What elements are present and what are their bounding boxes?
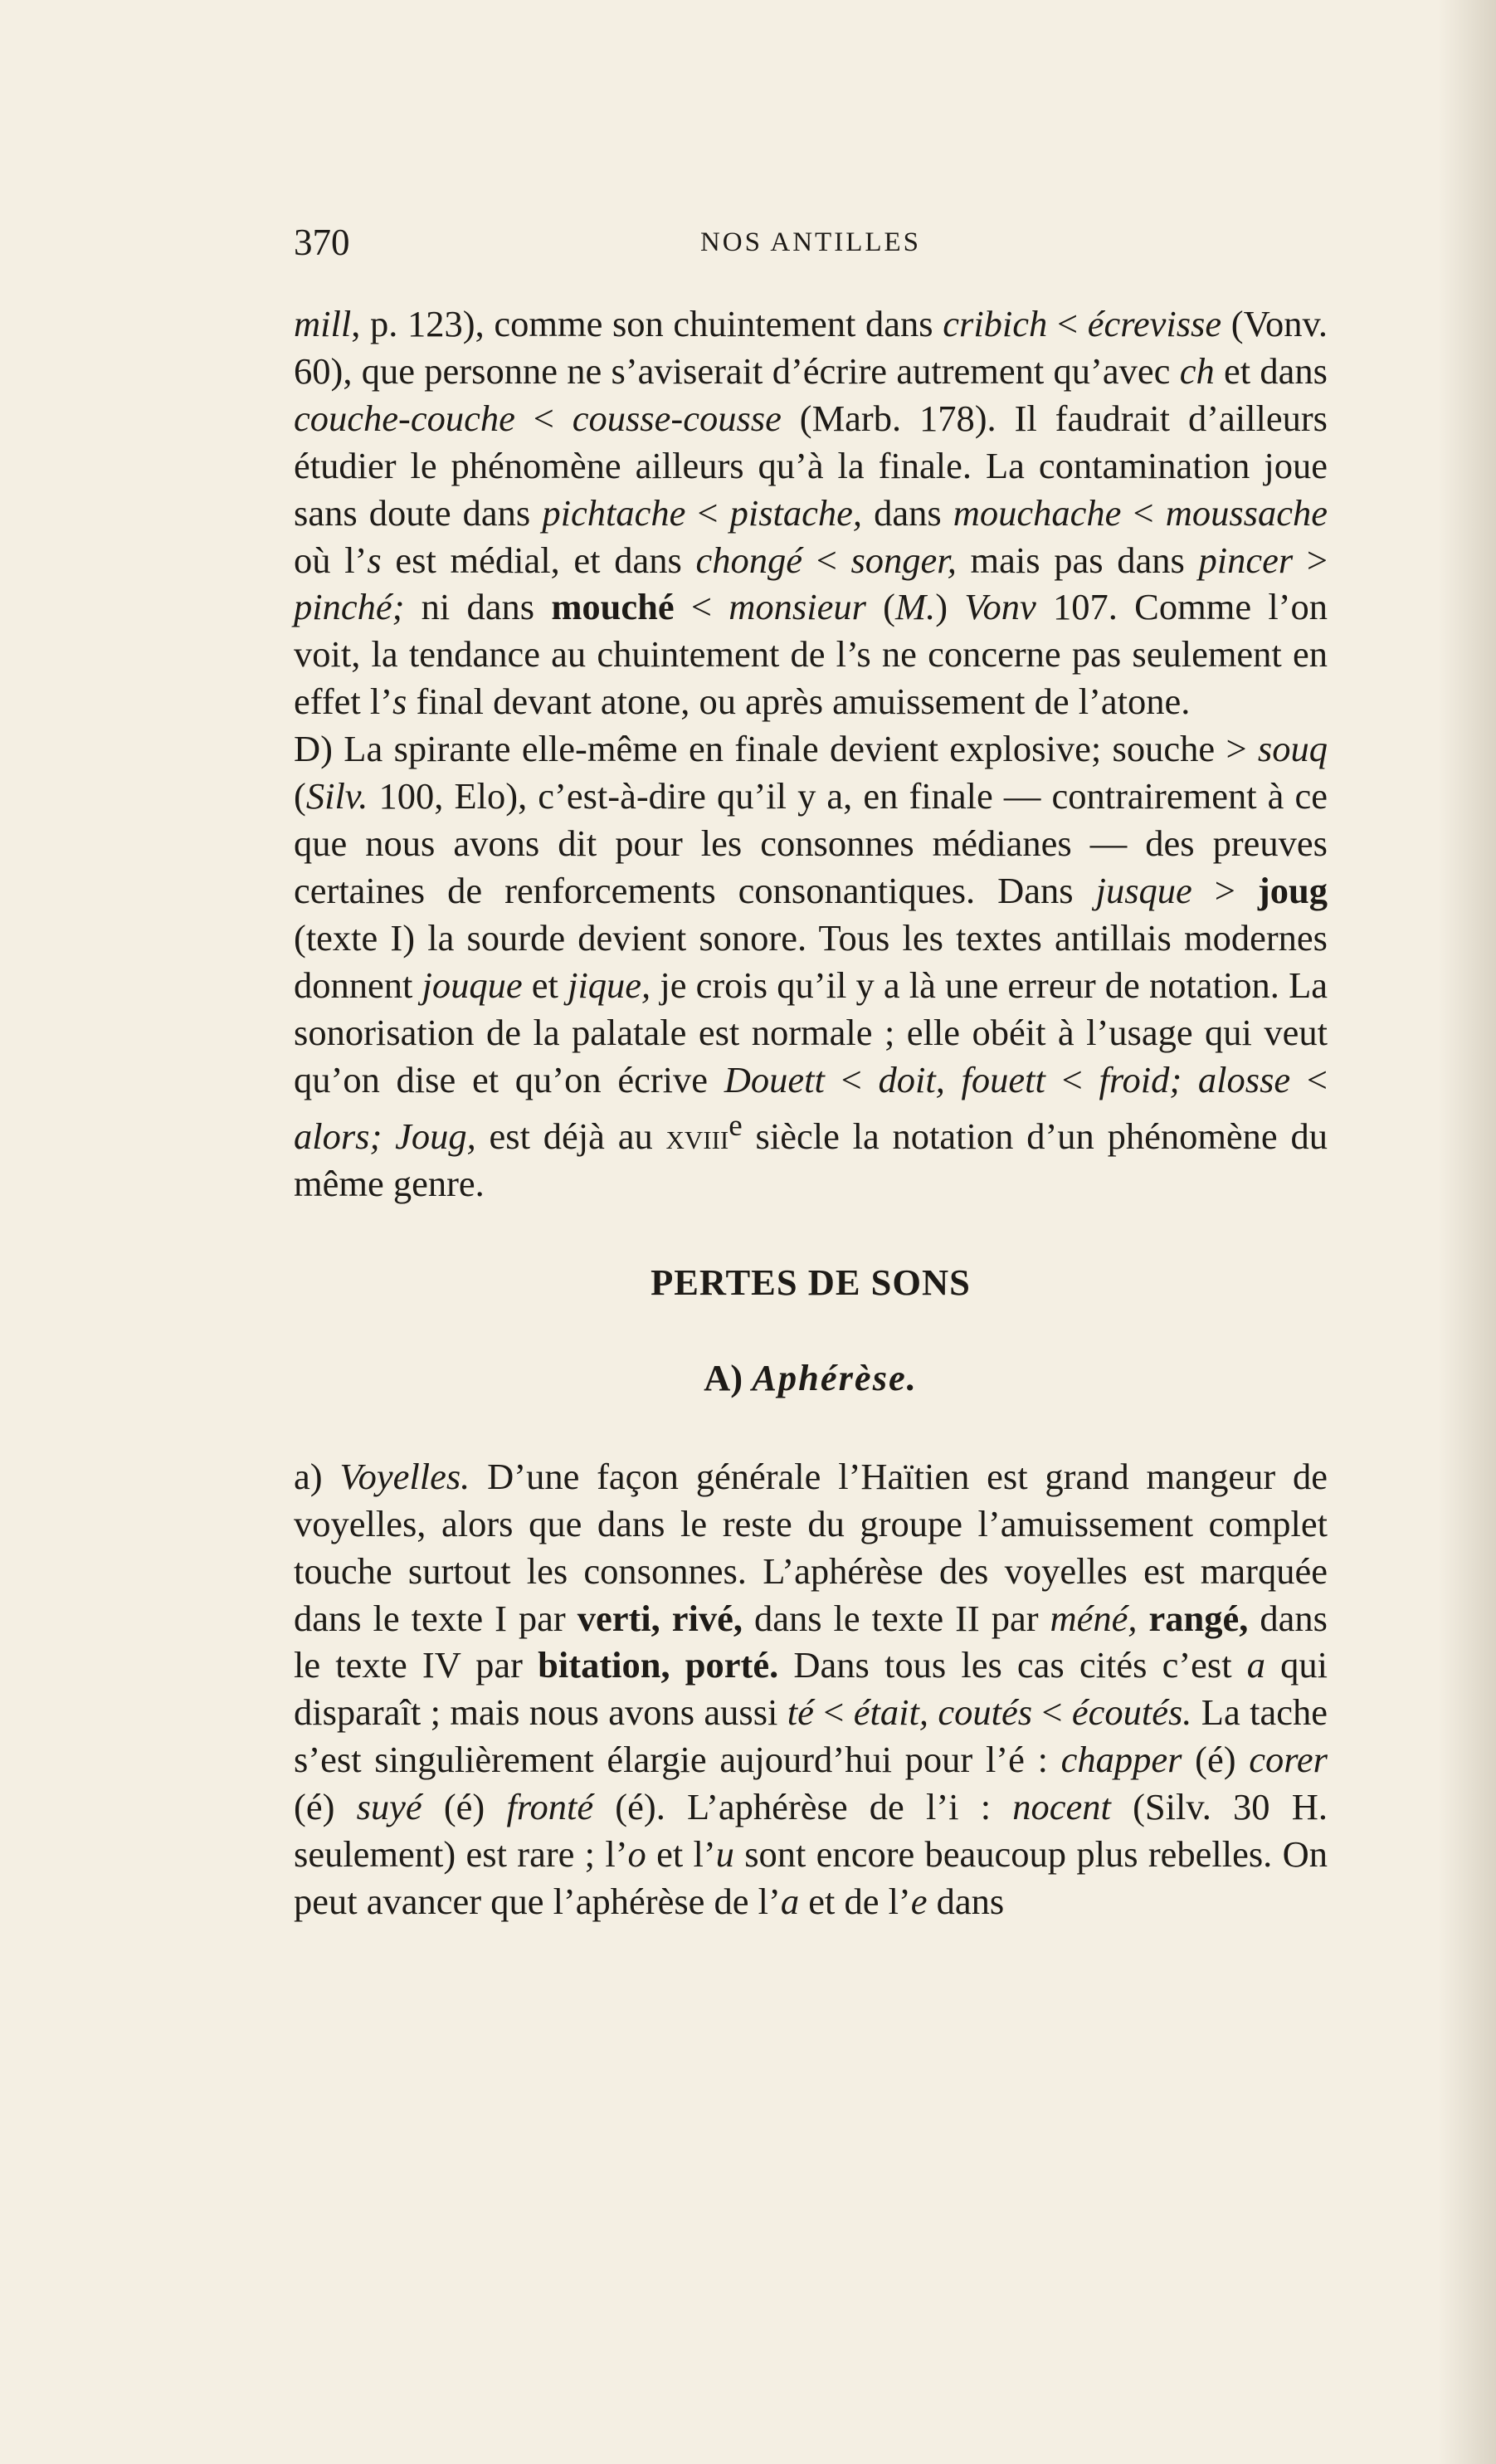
paragraph-3: a) Voyelles. D’une façon générale l’Haïtien est grand mangeur de voyelles, alors que dans le reste du groupe l’amuissement complet touche surtout les consonnes. L’aphérèse des voyelles est marquée dans le texte I par verti, rivé, dans le texte II par méné, rangé, dans le texte IV par bitation, porté. Dans tous les cas cités c’est a qui disparaît ; mais nous avons aussi té < était, coutés < écoutés. La tache s’est singulièrement élargie aujourd’hui pour l’é : chapper (é) corer (é) suyé (é) fronté (é). L’aphérèse de l’i : nocent (Silv. 30 H. seulement) est rare ; l’o et l’u sont encore beaucoup plus rebelles. On peut avancer que l’aphérèse de l’a et de l’e dans (294, 1455, 1328, 1923)
page-number: 370 (294, 222, 350, 263)
subsection-heading: A) Aphérèse. (704, 1356, 918, 1398)
page-header (294, 217, 1328, 267)
page-edge-shadow (1438, 0, 1496, 2464)
paragraph-1: mill, p. 123), comme son chuintement dans cribich < écrevisse (Vonv. 60), que personne ne s’aviserait d’écrire autrement qu’avec ch et dans couche-couche < cousse-cousse (Marb. 178). Il faudrait d’ailleurs étudier le phénomène ailleurs qu’à la finale. La contamination joue sans doute dans pichtache < pistache, dans mouchache < moussache où l’s est médial, et dans chongé < songer, mais pas dans pincer > pinché; ni dans mouché < monsieur (M.) Vonv 107. Comme l’on voit, la tendance au chuintement de l’s ne concerne pas seulement en effet l’s final devant atone, ou après amuissement de l’atone. (294, 303, 1328, 723)
section-heading: PERTES DE SONS (651, 1261, 971, 1304)
page-body (294, 300, 1328, 1925)
running-head: NOS ANTILLES (699, 227, 922, 257)
paragraph-2: D) La spirante elle-même en finale devient explosive; souche > souq (Silv. 100, Elo), c’est-à-dire qu’il y a, en finale — contrairement à ce que nous avons dit pour les consonnes médianes — des preuves certaines de renforcements consonantiques. Dans jusque > joug (texte I) la sourde devient sonore. Tous les textes antillais modernes donnent jouque et jique, je crois qu’il y a là une erreur de notation. La sonorisation de la palatale est normale ; elle obéit à l’usage qui veut qu’on dise et qu’on écrive Douett < doit, fouett < froid; alosse < alors; Joug, est déjà au xviii$^e$ siècle la notation d’un phénomène du même genre. (294, 728, 1328, 1205)
